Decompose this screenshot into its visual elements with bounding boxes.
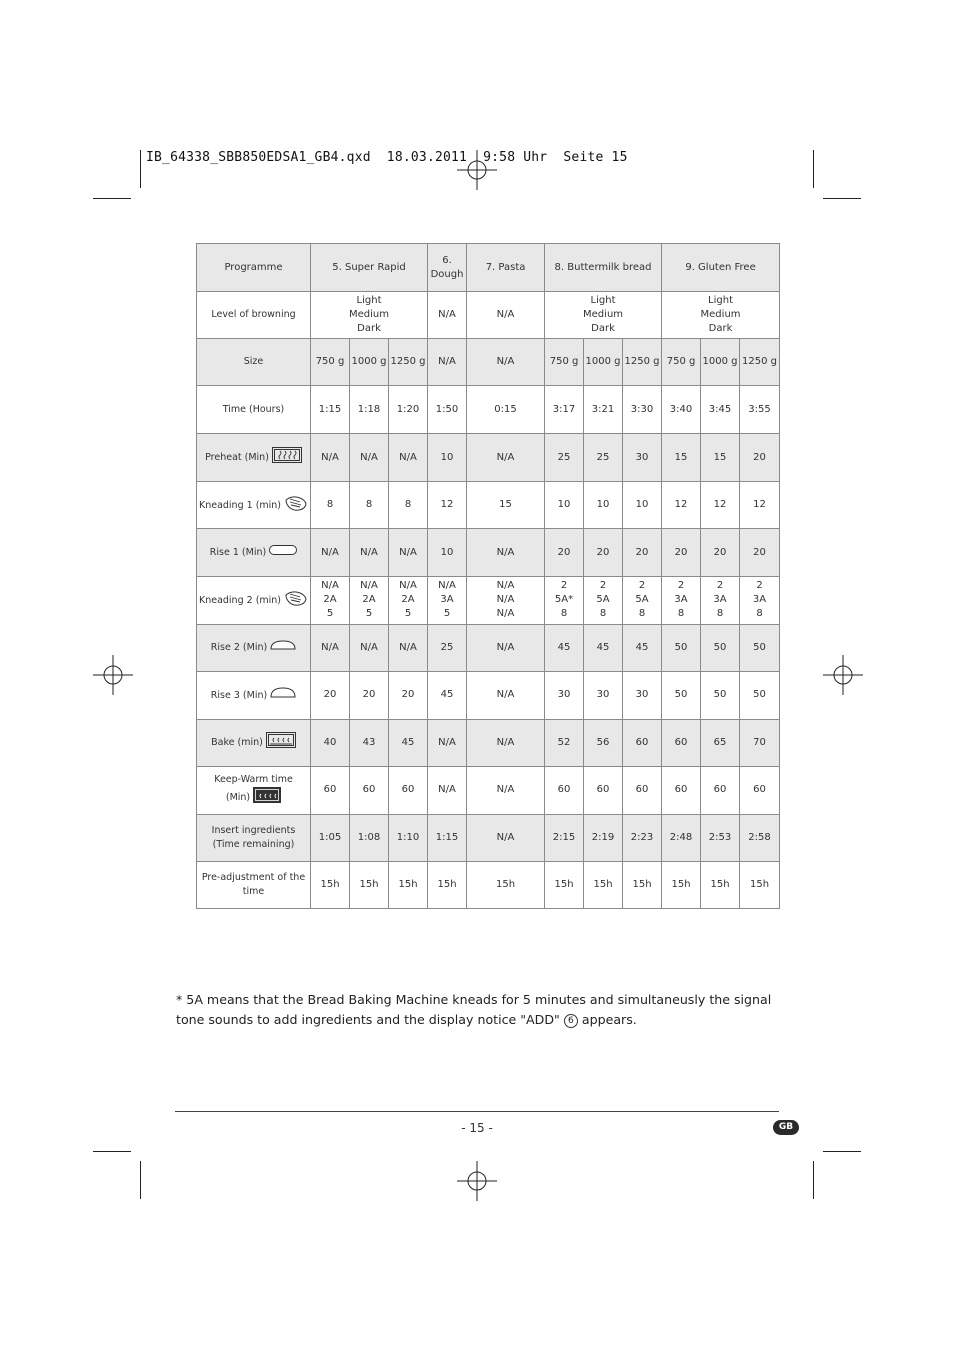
row-label bbox=[197, 434, 311, 482]
table-cell: N/A bbox=[467, 624, 545, 671]
table-row bbox=[197, 814, 780, 861]
table-row-browning bbox=[197, 292, 780, 339]
header-dough: 6. Dough bbox=[428, 244, 467, 292]
crop-mark bbox=[140, 1161, 141, 1199]
table-cell: 15 bbox=[701, 434, 740, 482]
table-cell: 1000 g bbox=[350, 339, 389, 386]
table-cell: 1:10 bbox=[389, 814, 428, 861]
table-cell: 20 bbox=[584, 529, 623, 577]
rise-bun-icon bbox=[270, 687, 296, 704]
table-cell: 1:20 bbox=[389, 386, 428, 434]
table-row bbox=[197, 719, 780, 766]
table-cell: 40 bbox=[311, 719, 350, 766]
table-cell: 15h bbox=[467, 861, 545, 908]
table-cell: 60 bbox=[701, 766, 740, 814]
kneading-hand-icon bbox=[284, 494, 308, 517]
registration-mark-icon bbox=[93, 655, 133, 695]
row-label-text: Bake (min) bbox=[211, 737, 263, 749]
circled-number: 6 bbox=[564, 1014, 578, 1028]
table-row bbox=[197, 671, 780, 719]
table-header-row bbox=[197, 244, 780, 292]
table-cell: 2 3A 8 bbox=[740, 577, 780, 624]
table-cell: 20 bbox=[740, 529, 780, 577]
table-cell: Light Medium Dark bbox=[311, 292, 428, 339]
print-header: IB_64338_SBB850EDSA1_GB4.qxd 18.03.2011 9:58 Uhr Seite 15 bbox=[146, 150, 628, 165]
table-cell: 15h bbox=[350, 861, 389, 908]
row-label bbox=[197, 719, 311, 766]
table-cell: 2:15 bbox=[545, 814, 584, 861]
table-cell: N/A 2A 5 bbox=[350, 577, 389, 624]
table-cell: N/A bbox=[428, 292, 467, 339]
table-cell: 15 bbox=[467, 482, 545, 529]
table-cell: 1:18 bbox=[350, 386, 389, 434]
header-buttermilk: 8. Buttermilk bread bbox=[545, 244, 662, 292]
table-row bbox=[197, 577, 780, 624]
kneading-hand-icon bbox=[284, 589, 308, 612]
table-cell: 12 bbox=[428, 482, 467, 529]
footer-rule bbox=[175, 1111, 779, 1112]
table-cell: 45 bbox=[623, 624, 662, 671]
row-label-text: Preheat (Min) bbox=[205, 452, 269, 464]
registration-mark-icon bbox=[457, 150, 497, 190]
table-cell: 15 bbox=[662, 434, 701, 482]
table-row bbox=[197, 386, 780, 434]
table-cell: 2 3A 8 bbox=[662, 577, 701, 624]
table-cell: 2:48 bbox=[662, 814, 701, 861]
table-cell: 20 bbox=[701, 529, 740, 577]
table-cell: 65 bbox=[701, 719, 740, 766]
table-cell: N/A bbox=[311, 624, 350, 671]
table-cell: N/A 3A 5 bbox=[428, 577, 467, 624]
crop-mark bbox=[93, 1151, 131, 1152]
table-cell: 10 bbox=[623, 482, 662, 529]
table-cell: N/A bbox=[467, 292, 545, 339]
table-cell: N/A bbox=[428, 339, 467, 386]
table-cell: 25 bbox=[545, 434, 584, 482]
row-label-text: Time (Hours) bbox=[222, 403, 285, 415]
table-cell: N/A bbox=[311, 434, 350, 482]
row-label-text: Rise 1 (Min) bbox=[209, 547, 267, 559]
row-label bbox=[197, 671, 311, 719]
table-cell: N/A bbox=[350, 529, 389, 577]
table-row bbox=[197, 624, 780, 671]
table-cell: 15h bbox=[662, 861, 701, 908]
table-row bbox=[197, 339, 780, 386]
row-label bbox=[197, 482, 311, 529]
table-cell: 0:15 bbox=[467, 386, 545, 434]
table-cell: 2:19 bbox=[584, 814, 623, 861]
table-cell: 60 bbox=[662, 719, 701, 766]
table-cell: 15h bbox=[701, 861, 740, 908]
crop-mark bbox=[813, 150, 814, 188]
header-pasta: 7. Pasta bbox=[467, 244, 545, 292]
row-label bbox=[197, 624, 311, 671]
table-cell: 3:17 bbox=[545, 386, 584, 434]
programme-table bbox=[196, 243, 780, 909]
table-cell: 15h bbox=[428, 861, 467, 908]
table-cell: 1:15 bbox=[311, 386, 350, 434]
table-cell: 20 bbox=[311, 671, 350, 719]
table-cell: 25 bbox=[584, 434, 623, 482]
table-cell: N/A bbox=[467, 529, 545, 577]
table-cell: 10 bbox=[584, 482, 623, 529]
table-cell: N/A bbox=[311, 529, 350, 577]
table-cell: N/A bbox=[350, 434, 389, 482]
row-label-text: Insert ingredients (Time remaining) bbox=[211, 824, 296, 850]
row-label bbox=[197, 766, 311, 814]
row-label bbox=[197, 577, 311, 624]
table-cell: N/A bbox=[467, 339, 545, 386]
table-cell: 43 bbox=[350, 719, 389, 766]
row-label-text: Keep-Warm time (Min) bbox=[214, 773, 293, 803]
table-cell: 56 bbox=[584, 719, 623, 766]
table-cell: 60 bbox=[389, 766, 428, 814]
table-cell: 50 bbox=[701, 671, 740, 719]
table-cell: 10 bbox=[545, 482, 584, 529]
registration-mark-icon bbox=[457, 1161, 497, 1201]
row-label-text: Kneading 1 (min) bbox=[198, 499, 282, 511]
table-row bbox=[197, 766, 780, 814]
table-cell: 3:40 bbox=[662, 386, 701, 434]
table-cell: 3:30 bbox=[623, 386, 662, 434]
table-cell: 52 bbox=[545, 719, 584, 766]
bake-icon bbox=[266, 732, 296, 753]
table-cell: N/A bbox=[467, 766, 545, 814]
row-label bbox=[197, 386, 311, 434]
table-cell: 30 bbox=[623, 671, 662, 719]
table-cell: 45 bbox=[545, 624, 584, 671]
table-cell: 1:15 bbox=[428, 814, 467, 861]
table-cell: 2 3A 8 bbox=[701, 577, 740, 624]
table-cell: 50 bbox=[740, 671, 780, 719]
table-cell: 20 bbox=[545, 529, 584, 577]
table-cell: 60 bbox=[350, 766, 389, 814]
table-cell: 60 bbox=[584, 766, 623, 814]
row-label bbox=[197, 339, 311, 386]
table-cell: 30 bbox=[623, 434, 662, 482]
table-cell: 70 bbox=[740, 719, 780, 766]
table-cell: N/A bbox=[389, 529, 428, 577]
footnote-text: * 5A means that the Bread Baking Machine kneads for 5 minutes and simultaneusly the signal tone sounds to add ingredients and the display notice "ADD" bbox=[176, 992, 772, 1027]
table-cell: 50 bbox=[740, 624, 780, 671]
rise-dough-icon bbox=[269, 544, 297, 561]
table-cell: 45 bbox=[389, 719, 428, 766]
table-cell: 20 bbox=[623, 529, 662, 577]
footnote bbox=[176, 990, 786, 1030]
table-cell: 2:53 bbox=[701, 814, 740, 861]
table-cell: 8 bbox=[350, 482, 389, 529]
row-label bbox=[197, 529, 311, 577]
row-label: Level of browning bbox=[197, 292, 311, 339]
table-cell: 50 bbox=[662, 624, 701, 671]
preheat-icon bbox=[272, 447, 302, 468]
table-cell: N/A bbox=[467, 434, 545, 482]
table-cell: 50 bbox=[701, 624, 740, 671]
table-row bbox=[197, 529, 780, 577]
crop-mark bbox=[140, 150, 141, 188]
crop-mark bbox=[823, 198, 861, 199]
table-cell: 60 bbox=[545, 766, 584, 814]
table-cell: N/A bbox=[350, 624, 389, 671]
crop-mark bbox=[823, 1151, 861, 1152]
table-cell: 2 5A* 8 bbox=[545, 577, 584, 624]
row-label bbox=[197, 814, 311, 861]
row-label-text: Kneading 2 (min) bbox=[198, 594, 282, 606]
table-row bbox=[197, 434, 780, 482]
table-cell: 3:21 bbox=[584, 386, 623, 434]
row-label-text: Size bbox=[243, 356, 264, 368]
table-cell: 3:55 bbox=[740, 386, 780, 434]
table-cell: 50 bbox=[662, 671, 701, 719]
table-cell: 60 bbox=[311, 766, 350, 814]
header-programme: Programme bbox=[197, 244, 311, 292]
row-label-text: Pre-adjustment of the time bbox=[201, 871, 306, 897]
table-row bbox=[197, 861, 780, 908]
table-cell: 45 bbox=[584, 624, 623, 671]
footnote-text-end: appears. bbox=[577, 1012, 637, 1027]
table-cell: 45 bbox=[428, 671, 467, 719]
table-cell: 1250 g bbox=[389, 339, 428, 386]
table-cell: 1000 g bbox=[701, 339, 740, 386]
table-cell: 8 bbox=[311, 482, 350, 529]
table-cell: 3:45 bbox=[701, 386, 740, 434]
table-cell: Light Medium Dark bbox=[545, 292, 662, 339]
table-cell: 15h bbox=[584, 861, 623, 908]
table-cell: N/A bbox=[428, 766, 467, 814]
registration-mark-icon bbox=[823, 655, 863, 695]
table-cell: 20 bbox=[350, 671, 389, 719]
table-cell: N/A 2A 5 bbox=[311, 577, 350, 624]
table-cell: 750 g bbox=[545, 339, 584, 386]
table-cell: 1:08 bbox=[350, 814, 389, 861]
table-cell: 2:58 bbox=[740, 814, 780, 861]
page-number: - 15 - bbox=[461, 1121, 493, 1135]
table-cell: N/A bbox=[389, 434, 428, 482]
table-cell: 25 bbox=[428, 624, 467, 671]
table-cell: 20 bbox=[740, 434, 780, 482]
table-cell: 12 bbox=[701, 482, 740, 529]
table-cell: 60 bbox=[740, 766, 780, 814]
rise-loaf-icon bbox=[270, 639, 296, 656]
table-cell: 15h bbox=[623, 861, 662, 908]
table-cell: N/A bbox=[389, 624, 428, 671]
table-cell: 12 bbox=[662, 482, 701, 529]
row-label-text: Rise 2 (Min) bbox=[210, 642, 268, 654]
header-gluten-free: 9. Gluten Free bbox=[662, 244, 780, 292]
table-cell: 15h bbox=[545, 861, 584, 908]
table-cell: 30 bbox=[584, 671, 623, 719]
table-cell: 30 bbox=[545, 671, 584, 719]
table-cell: 1250 g bbox=[740, 339, 780, 386]
table-cell: 10 bbox=[428, 434, 467, 482]
table-cell: 20 bbox=[662, 529, 701, 577]
table-cell: 750 g bbox=[662, 339, 701, 386]
table-cell: 15h bbox=[740, 861, 780, 908]
table-cell: 2 5A 8 bbox=[623, 577, 662, 624]
table-cell: N/A 2A 5 bbox=[389, 577, 428, 624]
table-cell: N/A bbox=[467, 814, 545, 861]
row-label-text: Rise 3 (Min) bbox=[210, 689, 268, 701]
table-cell: 750 g bbox=[311, 339, 350, 386]
table-cell: 15h bbox=[311, 861, 350, 908]
table-cell: 1000 g bbox=[584, 339, 623, 386]
table-cell: 20 bbox=[389, 671, 428, 719]
table-cell: 1:50 bbox=[428, 386, 467, 434]
table-cell: 60 bbox=[623, 719, 662, 766]
table-row bbox=[197, 482, 780, 529]
header-super-rapid: 5. Super Rapid bbox=[311, 244, 428, 292]
table-cell: 10 bbox=[428, 529, 467, 577]
keep-warm-icon bbox=[253, 787, 281, 808]
language-badge: GB bbox=[773, 1120, 799, 1135]
table-cell: N/A bbox=[428, 719, 467, 766]
table-cell: 2:23 bbox=[623, 814, 662, 861]
table-cell: 1:05 bbox=[311, 814, 350, 861]
table-cell: N/A bbox=[467, 719, 545, 766]
table-cell: 60 bbox=[662, 766, 701, 814]
table-cell: N/A bbox=[467, 671, 545, 719]
table-cell: 8 bbox=[389, 482, 428, 529]
table-cell: 15h bbox=[389, 861, 428, 908]
table-cell: N/A N/A N/A bbox=[467, 577, 545, 624]
crop-mark bbox=[813, 1161, 814, 1199]
table-cell: Light Medium Dark bbox=[662, 292, 780, 339]
table-cell: 60 bbox=[623, 766, 662, 814]
crop-mark bbox=[93, 198, 131, 199]
table-cell: 2 5A 8 bbox=[584, 577, 623, 624]
table-cell: 1250 g bbox=[623, 339, 662, 386]
table-cell: 12 bbox=[740, 482, 780, 529]
row-label bbox=[197, 861, 311, 908]
